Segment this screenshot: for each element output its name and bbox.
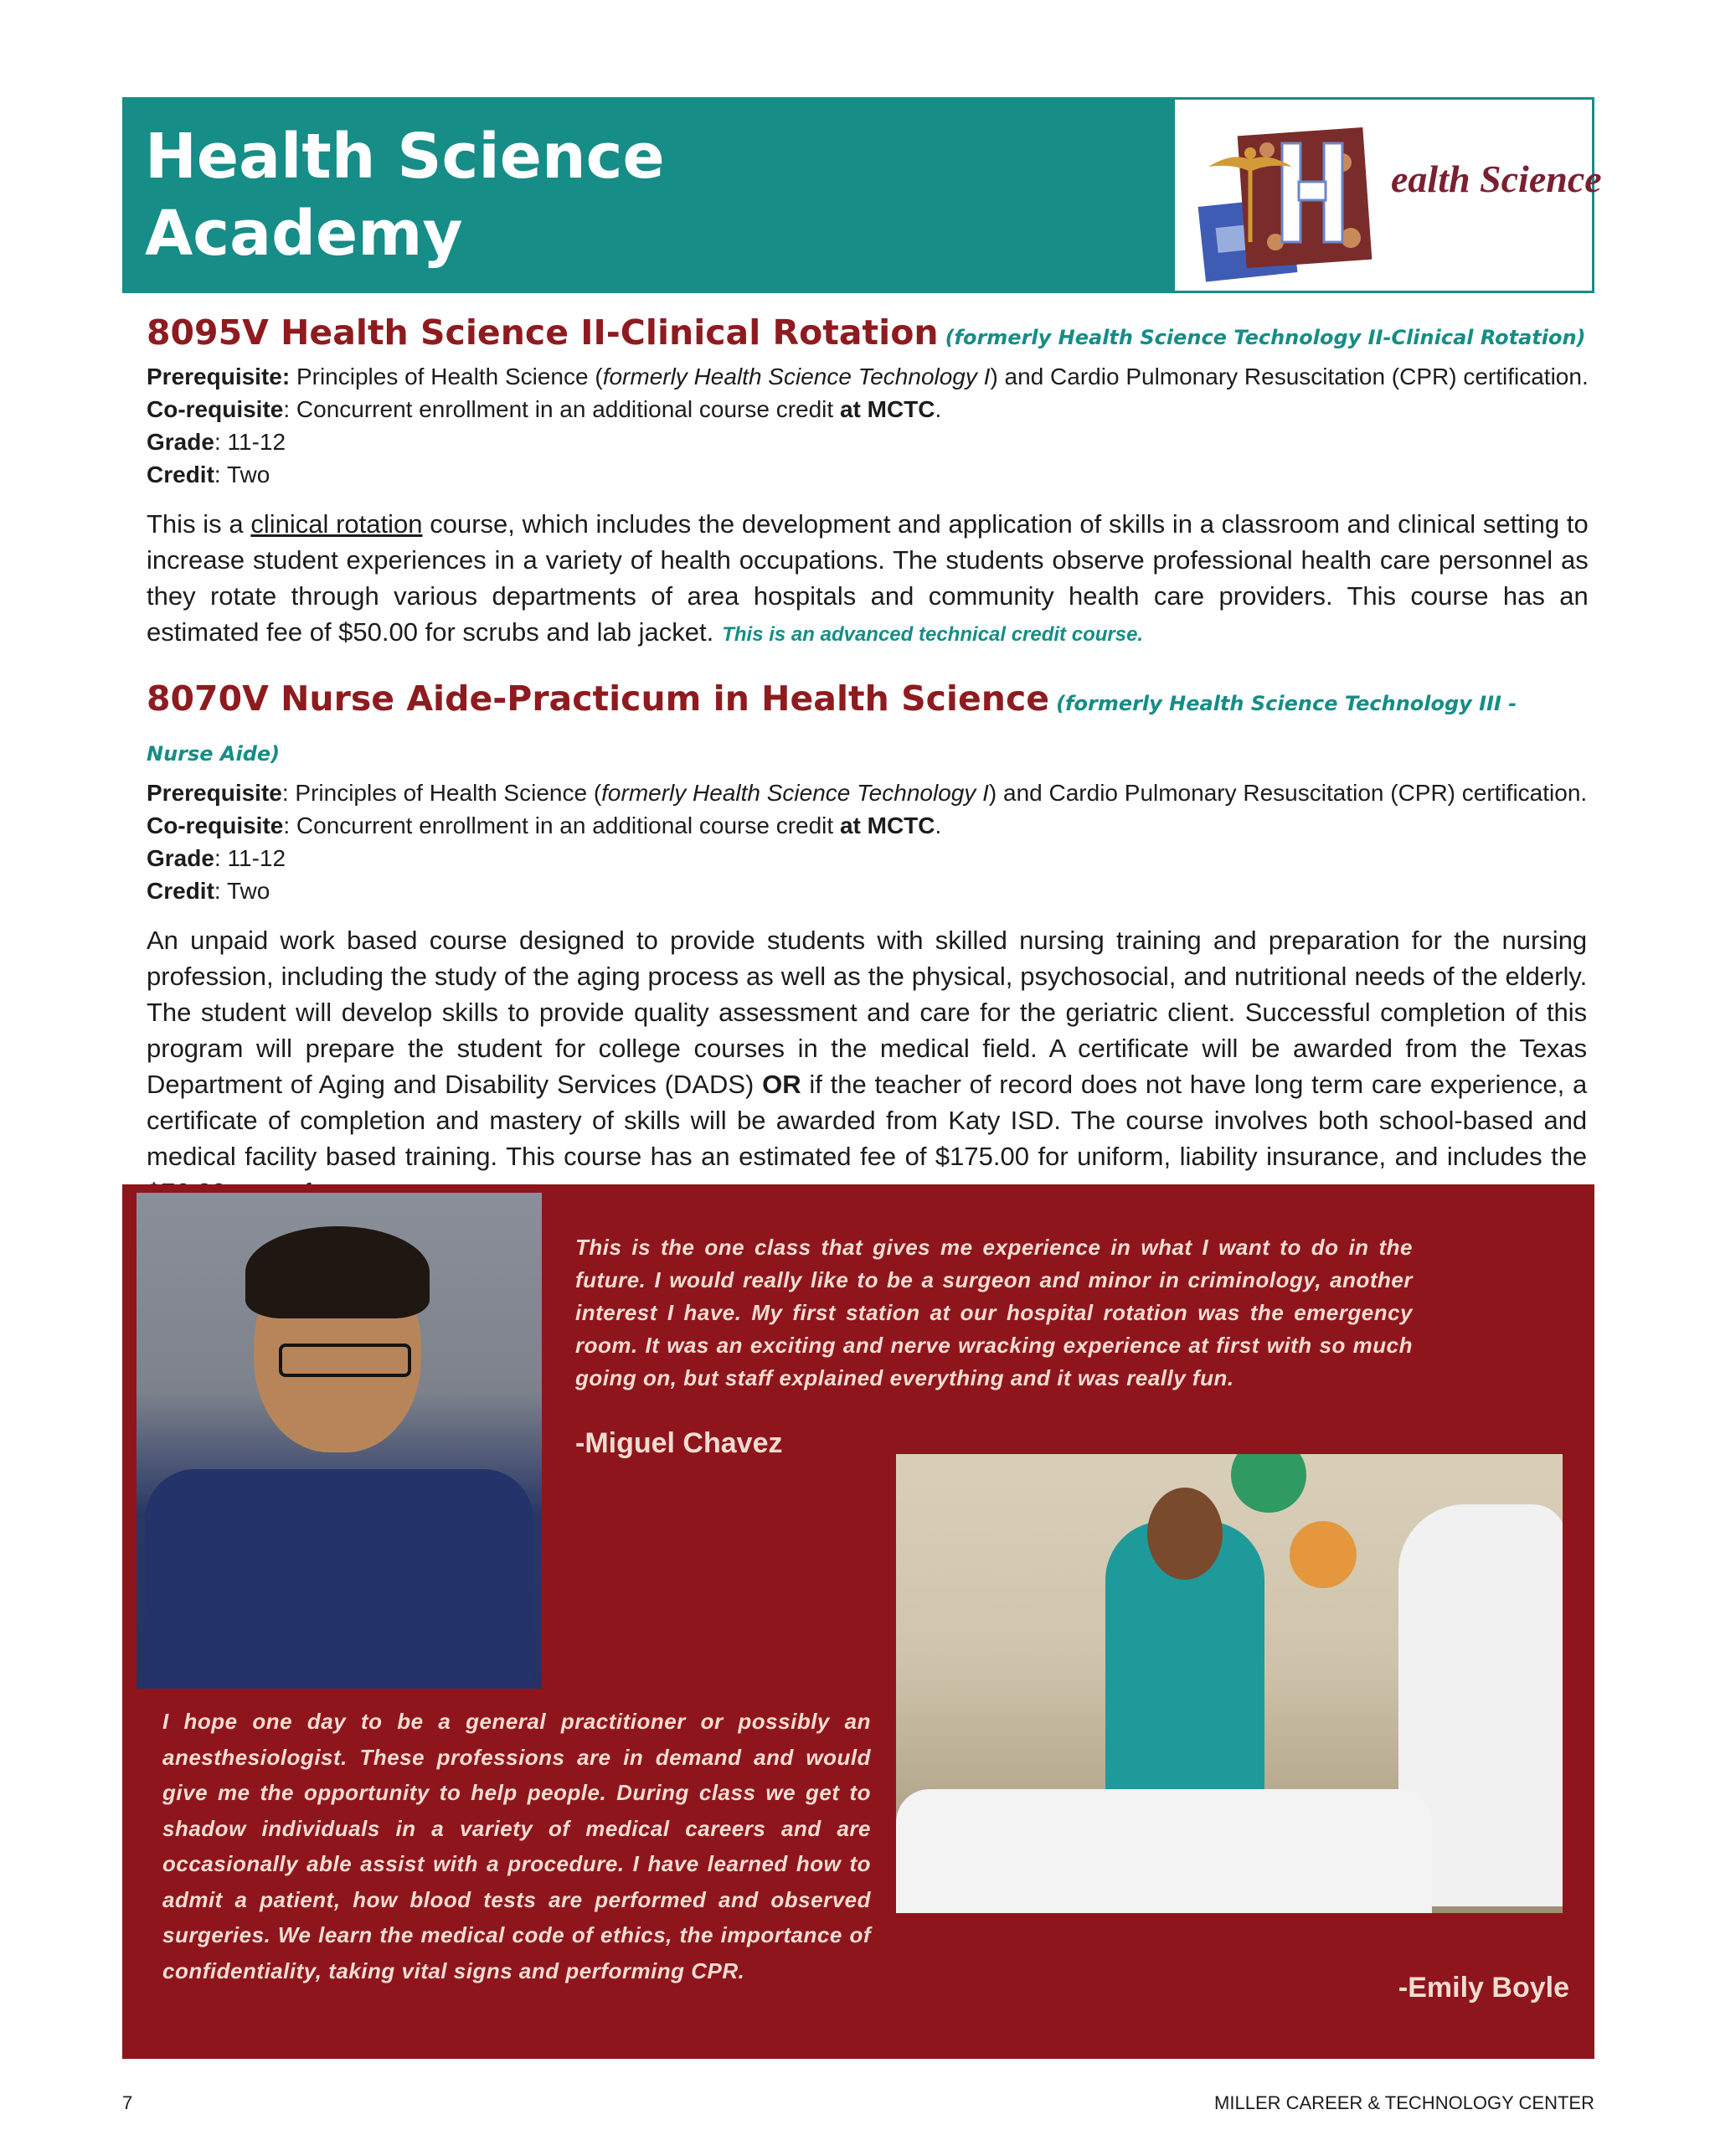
glasses-shape xyxy=(279,1344,411,1377)
prerequisite-label: Prerequisite xyxy=(147,780,282,806)
grade xyxy=(147,842,1587,874)
grade-label: Grade xyxy=(147,845,214,871)
prerequisite-text-b: ) and Cardio Pulmonary Resuscitation (CPR) certification. xyxy=(988,780,1588,806)
grade-value: : 11-12 xyxy=(214,429,286,455)
title-line-2: Academy xyxy=(145,198,463,270)
description-underline: clinical rotation xyxy=(250,509,423,539)
prerequisite xyxy=(147,776,1587,809)
credit-value: : Two xyxy=(214,462,270,487)
course-8070v xyxy=(147,676,1587,1210)
prerequisite-text-italic: formerly Health Science Technology I xyxy=(602,364,991,389)
grade-value: : 11-12 xyxy=(214,845,286,871)
course-title-text: 8070V Nurse Aide-Practicum in Health Science xyxy=(147,678,1050,719)
corequisite-location: at MCTC xyxy=(839,812,935,838)
prerequisite-text-a: Principles of Health Science ( xyxy=(296,364,603,389)
corequisite-label: Co-requisite xyxy=(147,396,284,422)
credit xyxy=(147,458,1589,491)
prerequisite-text-b: ) and Cardio Pulmonary Resuscitation (CPR) certification. xyxy=(990,364,1589,389)
page-header xyxy=(122,97,1602,293)
course-former-name: (formerly Health Science Technology III - Nurse Aide) xyxy=(147,692,1517,766)
description-bold-or: OR xyxy=(762,1070,801,1099)
course-description xyxy=(147,922,1587,1210)
credit-label: Credit xyxy=(147,878,214,904)
description-rest: course, which includes the development and application of skills in a classroom and clinical setting to increase student experiences in a variety of health occupations. The students observe professional health care personnel as they rotate through various departments of area hospitals and community health care providers. This course has an estimated fee of $50.00 for scrubs and lab jacket. xyxy=(147,509,1589,647)
credit-label: Credit xyxy=(147,462,214,487)
hair-shape xyxy=(245,1226,430,1318)
prerequisite-label: Prerequisite: xyxy=(147,364,291,389)
nurse-head xyxy=(1147,1488,1223,1580)
corequisite-label: Co-requisite xyxy=(147,812,284,838)
page-number: 7 xyxy=(122,2092,133,2113)
corequisite xyxy=(147,809,1587,842)
footer-center-name: MILLER CAREER & TECHNOLOGY CENTER xyxy=(1214,2092,1594,2113)
course-8095v xyxy=(147,310,1589,652)
therapy-ball-orange xyxy=(1290,1521,1357,1588)
description-part-1: An unpaid work based course designed to provide students with skilled nursing training and preparation for the nursing profession, including the study of the aging process as well as the physical, psychosocial, and nutritional needs of the elderly. The student will develop skills to provide quality assessment and care for the geriatric client. Successful completion of this program will prepare the student for college courses in the medical field. A certificate will be awarded from the Texas Department of Aging and Disability Services (DADS) xyxy=(147,926,1588,1099)
patient-figure xyxy=(896,1789,1432,1913)
credit xyxy=(147,874,1587,907)
logo-wordmark: ealth Science xyxy=(1391,157,1602,200)
scrubs-shape xyxy=(145,1469,533,1689)
corequisite-end: . xyxy=(935,812,942,838)
testimonial-quote-1: This is the one class that gives me experience in what I want to do in the future. I would really like to be a surgeon and minor in criminology, another interest I have. My first station at our hospital rotation was the emergency room. It was an exciting and nerve wracking experience at first with so much going on, but staff explained everything and it was really fun. xyxy=(575,1235,1413,1390)
student-photo xyxy=(136,1193,542,1689)
description-start: This is a xyxy=(147,509,251,539)
testimonial-author-1: -Miguel Chavez xyxy=(575,1427,783,1459)
clinic-photo xyxy=(896,1454,1563,1913)
corequisite-text: : Concurrent enrollment in an additional course credit xyxy=(283,812,840,838)
grade xyxy=(147,426,1589,458)
course-title-text: 8095V Health Science II-Clinical Rotation xyxy=(147,312,939,353)
corequisite-text: : Concurrent enrollment in an additional course credit xyxy=(283,396,840,422)
prerequisite-text-a: : Principles of Health Science ( xyxy=(281,780,602,806)
course-description xyxy=(147,506,1589,652)
credit-value: : Two xyxy=(214,878,270,904)
description-part-2: if the teacher of record does not have long term care experience, a certificate of completion and mastery of skills will be awarded from Katy ISD. The course involves both school-based and medical facility based training. This course has an estimated fee of $175.00 for uniform, liability insurance, and includes the xyxy=(147,1070,1588,1171)
prerequisite-text-italic: formerly Health Science Technology I xyxy=(601,780,989,806)
corequisite xyxy=(147,393,1589,426)
corequisite-location: at MCTC xyxy=(839,396,935,422)
corequisite-end: . xyxy=(935,396,942,422)
course-title xyxy=(147,676,1587,776)
course-title xyxy=(147,310,1589,360)
testimonial-panel xyxy=(122,1184,1594,2059)
advanced-credit-note: This is an advanced technical credit course. xyxy=(722,623,1144,646)
therapy-ball-green xyxy=(1231,1454,1306,1513)
health-science-logo xyxy=(1172,100,1602,291)
course-former-name: (formerly Health Science Technology II-Clinical Rotation) xyxy=(945,326,1586,349)
testimonial-quote-2: I hope one day to be a general practitioner or possibly an anesthesiologist. These professions are in demand and would give me the opportunity to help people. During class we get to shadow individuals in a variety of medical careers and are occasionally able assist with a procedure. I have learned how to admit a patient, how blood tests are performed and observed surgeries. We learn the medical code of ethics, the importance of confidentiality, taking vital signs and performing CPR. xyxy=(162,1709,871,1983)
grade-label: Grade xyxy=(147,429,214,455)
page-title xyxy=(145,118,1150,272)
prerequisite xyxy=(147,360,1589,393)
testimonial-author-2: -Emily Boyle xyxy=(1398,1972,1569,2004)
title-line-1: Health Science xyxy=(145,121,665,193)
